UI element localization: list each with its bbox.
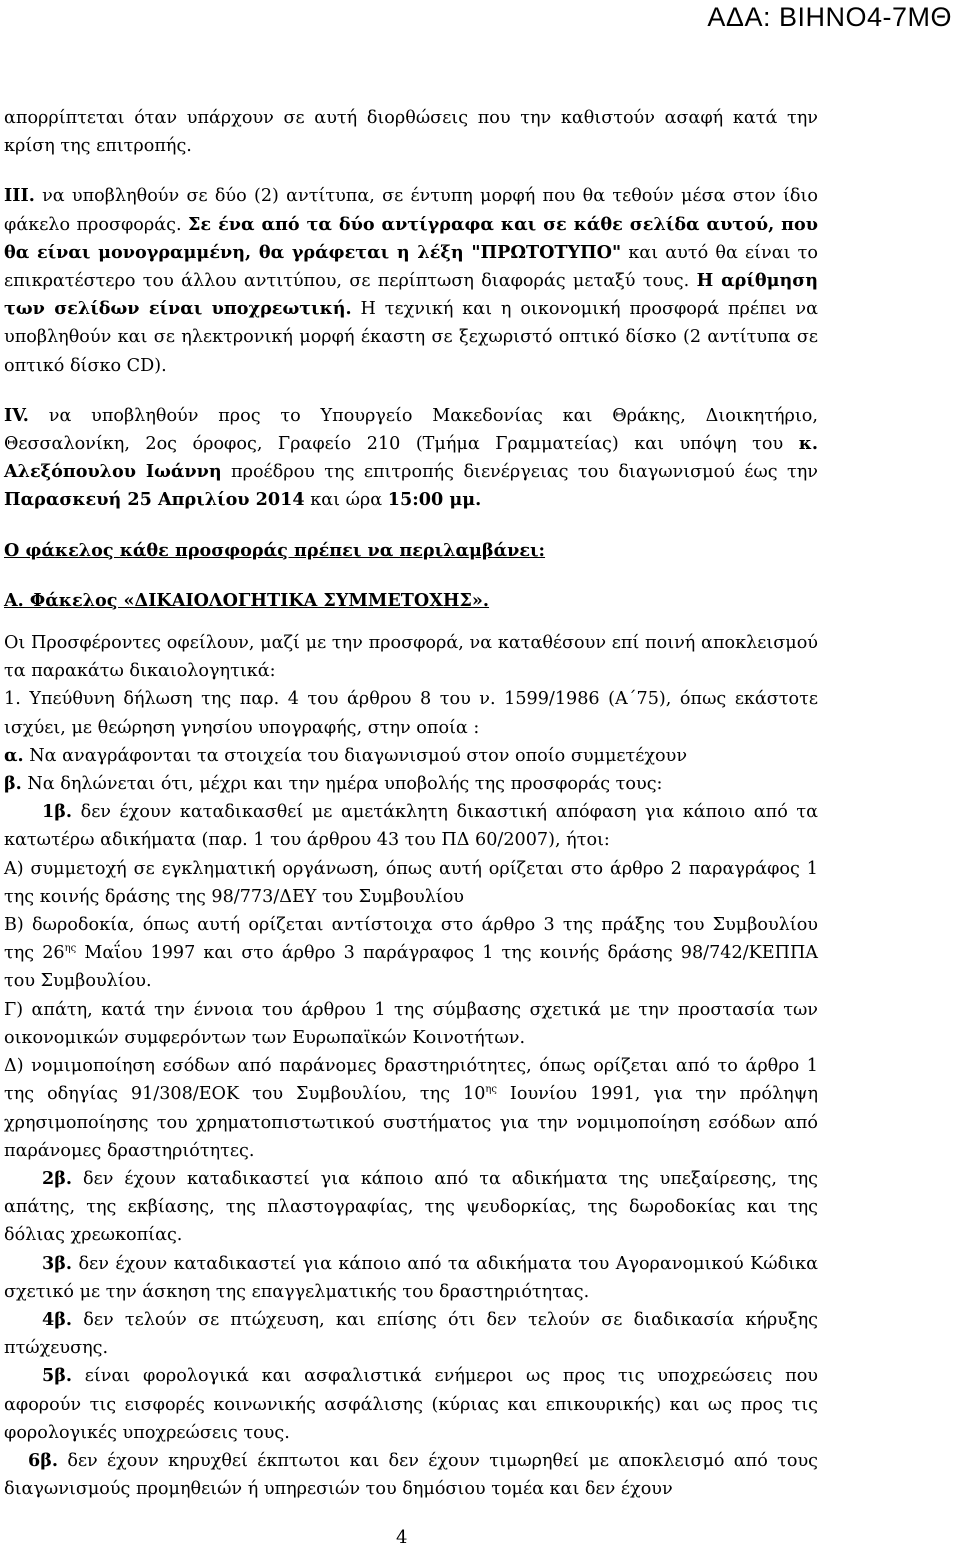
bold-text: Η αρίθμηση των σελίδων είναι υποχρεωτική. xyxy=(4,270,818,320)
list-item-b: β. Να δηλώνεται ότι, μέχρι και την ημέρα υποβολής της προσφοράς τους: xyxy=(4,773,663,795)
list-item-6b: 6β. δεν έχουν κηρυχθεί έκπτωτοι και δεν έχουν τιμωρηθεί με αποκλεισμό από τους διαγωνισμούς προμηθειών ή υπηρεσιών του δημόσιου τομέα και δεν έχουν xyxy=(4,1449,818,1500)
offence-g: Γ) απάτη, κατά την έννοια του άρθρου 1 της σύμβασης σχετικά με την προστασία των οικονομικών συμφερόντων των Ευρωπαϊκών Κοινοτήτων. xyxy=(4,999,818,1048)
list-item-5b: 5β. είναι φορολογικά και ασφαλιστικά ενήμεροι ως προς τις υποχρεώσεις που αφορούν τις εισφορές κοινωνικής ασφάλισης (κύριας και επικουρικής) και ως προς τις φορολογικές υποχρεώσεις τους. xyxy=(4,1365,818,1443)
heading-envelope-a: Α. Φάκελος «ΔΙΚΑΙΟΛΟΓΗΤΙΚΑ ΣΥΜΜΕΤΟΧΗΣ». xyxy=(4,589,490,611)
offence-b: Β) δωροδοκία, όπως αυτή ορίζεται αντίστοιχα στο άρθρο 3 της πράξης του Συμβουλίου της $26^{\eta\varsigma}$ Μαΐου 1997 και στο άρθρο 3 παράγραφος 1 της κοινής δράσης 98/742/ΚΕΠΠΑ του Συμβουλίου. xyxy=(4,915,818,992)
paragraph-iv xyxy=(4,402,818,515)
list-item-a: α. Να αναγράφονται τα στοιχεία του διαγωνισμού στον οποίο συμμετέχουν xyxy=(4,744,688,766)
item-number: IV. xyxy=(4,404,29,426)
deadline-date: Παρασκευή 25 Απριλίου 2014 xyxy=(4,489,305,511)
bold-text: κ. Αλεξόπουλου Ιωάννη xyxy=(4,433,818,483)
list-item-1: 1. Υπεύθυνη δήλωση της παρ. 4 του άρθρου 8 του ν. 1599/1986 (Α΄75), όπως εκάστοτε ισχύει, με θεώρηση γνησίου υπογραφής, στην οποία : xyxy=(4,689,818,738)
text: προέδρου της επιτροπής διενέργειας του διαγωνισμού έως την xyxy=(221,462,819,483)
list-item-1b: 1β. δεν έχουν καταδικασθεί με αμετάκλητη δικαστική απόφαση για κάποιο από τα κατωτέρω αδικήματα (παρ. 1 του άρθρου 43 του ΠΔ 60/2007), ήτοι: xyxy=(4,801,818,851)
ada-code: ΑΔΑ: ΒΙΗΝΟ4-7ΜΘ xyxy=(707,2,952,32)
page-number: 4 xyxy=(396,1527,408,1548)
offence-a: Α) συμμετοχή σε εγκληματική οργάνωση, όπως αυτή ορίζεται στο άρθρο 2 παραγράφος 1 της κοινής δράσης της 98/773/ΔΕΥ του Συμβουλίου xyxy=(4,858,818,907)
heading-envelope-contents: Ο φάκελος κάθε προσφοράς πρέπει να περιλαμβάνει: xyxy=(4,539,546,561)
list-item-4b: 4β. δεν τελούν σε πτώχευση, και επίσης ότι δεν τελούν σε διαδικασία κήρυξης πτώχευσης. xyxy=(4,1308,818,1359)
deadline-time: 15:00 μμ. xyxy=(387,489,482,511)
text: Η τεχνική και η οικονομική προσφορά πρέπει να υποβληθούν και σε ηλεκτρονική μορφή έκαστη σε ξεχωριστό οπτικό δίσκο (2 αντίτυπα σε οπτικό δίσκο CD). xyxy=(4,299,818,376)
text: και αυτό θα είναι το επικρατέστερο του άλλου αντιτύπου, σε περίπτωση διαφοράς μεταξύ τους. xyxy=(4,242,818,292)
paragraph-iii xyxy=(4,182,818,379)
offence-d: Δ) νομιμοποίηση εσόδων από παράνομες δραστηριότητες, όπως ορίζεται από το άρθρο 1 της οδηγίας 91/308/ΕΟΚ του Συμβουλίου, της $10^{\eta\varsigma}$ Ιουνίου 1991, για την πρόληψη χρησιμοποίησης του χρηματοπιστωτικού συστήματος για την νομιμοποίηση εσόδων από παράνομες δραστηριότητες. xyxy=(4,1056,818,1161)
list-item-3b: 3β. δεν έχουν καταδικαστεί για κάποιο από τα αδικήματα του Αγορανομικού Κώδικα σχετικό με την άσκηση της επαγγελματικής του δραστηριότητας. xyxy=(4,1252,818,1302)
paragraph-rejection: απορρίπτεται όταν υπάρχουν σε αυτή διορθώσεις που την καθιστούν ασαφή κατά την κρίση της επιτροπής. xyxy=(4,108,818,157)
bold-text: Σε ένα από τα δύο αντίγραφα και σε κάθε σελίδα αυτού, που θα είναι μονογραμμένη, θα γράφεται η λέξη "ΠΡΩΤΟΤΥΠΟ" xyxy=(4,213,818,263)
text: να υποβληθούν προς το Υπουργείο Μακεδονίας και Θράκης, Διοικητήριο, Θεσσαλονίκη, 2ος όροφος, Γραφείο 210 (Τμήμα Γραμματείας) και υπόψη του xyxy=(4,405,818,455)
item-number: ΙΙΙ. xyxy=(4,185,35,207)
list-item-2b: 2β. δεν έχουν καταδικαστεί για κάποιο από τα αδικήματα της υπεξαίρεσης, της απάτης, της εκβίασης, της πλαστογραφίας, της ψευδορκίας, της δωροδοκίας και της δόλιας χρεωκοπίας. xyxy=(4,1167,818,1246)
text: και ώρα xyxy=(304,490,388,511)
text: να υποβληθούν σε δύο (2) αντίτυπα, σε έντυπη μορφή που θα τεθούν μέσα στον ίδιο φάκελο προσφοράς. xyxy=(4,186,818,235)
document-body xyxy=(4,104,818,1503)
paragraph-intro: Οι Προσφέροντες οφείλουν, μαζί με την προσφορά, να καταθέσουν επί ποινή αποκλεισμού τα παρακάτω δικαιολογητικά: xyxy=(4,633,818,682)
